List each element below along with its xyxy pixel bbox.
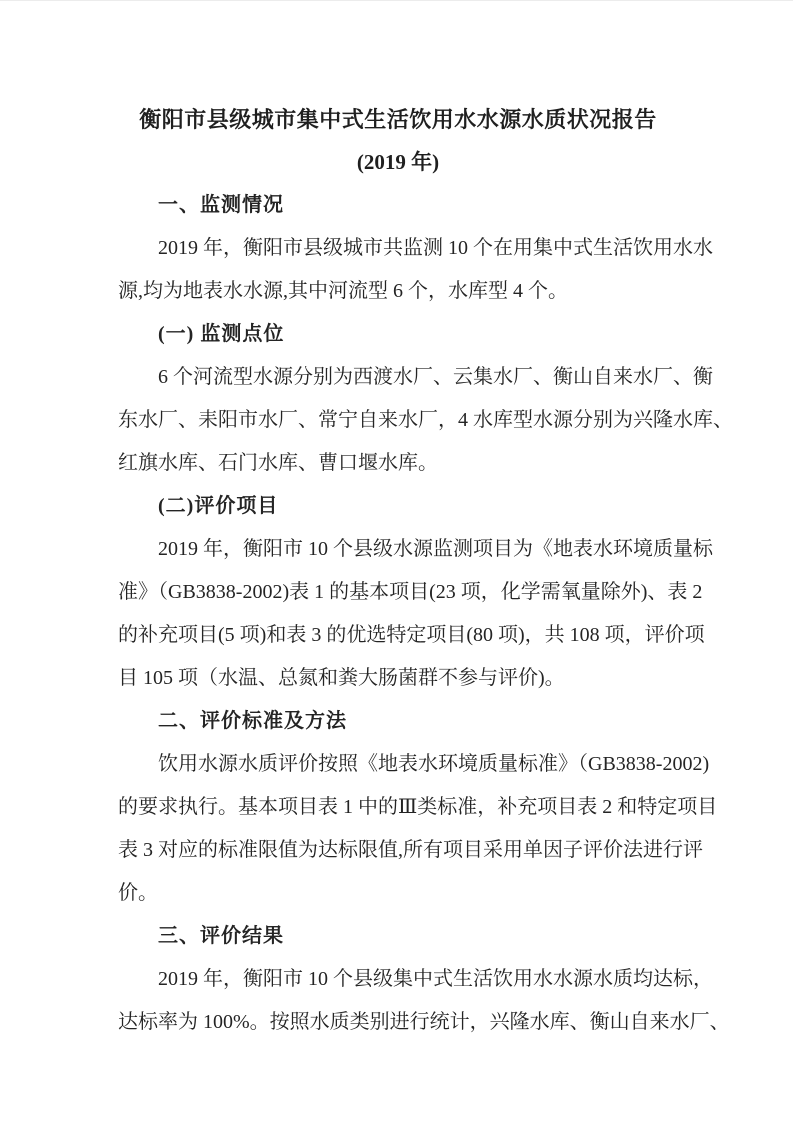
text-line: 的要求执行。基本项目表 1 中的Ⅲ类标准，补充项目表 2 和特定项目 [118, 796, 718, 818]
text-line: 源,均为地表水水源,其中河流型 6 个，水库型 4 个。 [118, 280, 568, 302]
text-line: 目 105 项（水温、总氮和粪大肠菌群不参与评价)。 [118, 667, 565, 689]
text-line: 饮用水源水质评价按照《地表水环境质量标准》（GB3838-2002) [158, 753, 710, 775]
text-line: 2019 年，衡阳市 10 个县级集中式生活饮用水水源水质均达标， [158, 968, 713, 990]
section-heading: (二)评价项目 [158, 495, 279, 517]
text-line: 2019 年，衡阳市县级城市共监测 10 个在用集中式生活饮用水水 [158, 237, 713, 259]
section-heading: (一) 监测点位 [158, 323, 285, 345]
document-title: 衡阳市县级城市集中式生活饮用水水源水质状况报告 [139, 107, 657, 132]
section-heading: 三、评价结果 [158, 925, 284, 947]
text-line: 2019 年，衡阳市 10 个县级水源监测项目为《地表水环境质量标 [158, 538, 713, 560]
document-subtitle-year: (2019 年) [356, 150, 440, 174]
text-line: 东水厂、耒阳市水厂、常宁自来水厂，4 水库型水源分别为兴隆水库、 [118, 409, 733, 431]
text-line: 红旗水库、石门水库、曹口堰水库。 [118, 452, 438, 474]
text-line: 6 个河流型水源分别为西渡水厂、云集水厂、衡山自来水厂、衡 [158, 366, 713, 388]
text-line: 价。 [118, 882, 158, 904]
section-heading: 一、监测情况 [158, 194, 284, 216]
text-line: 的补充项目(5 项)和表 3 的优选特定项目(80 项)，共 108 项，评价项 [118, 624, 705, 646]
text-line: 表 3 对应的标准限值为达标限值,所有项目采用单因子评价法进行评 [118, 839, 703, 861]
text-line: 达标率为 100%。按照水质类别进行统计，兴隆水库、衡山自来水厂、 [118, 1011, 730, 1033]
text-line: 准》（GB3838-2002)表 1 的基本项目(23 项，化学需氧量除外)、表 2 [118, 581, 703, 603]
document-body [118, 184, 733, 1044]
section-heading: 二、评价标准及方法 [158, 710, 347, 732]
